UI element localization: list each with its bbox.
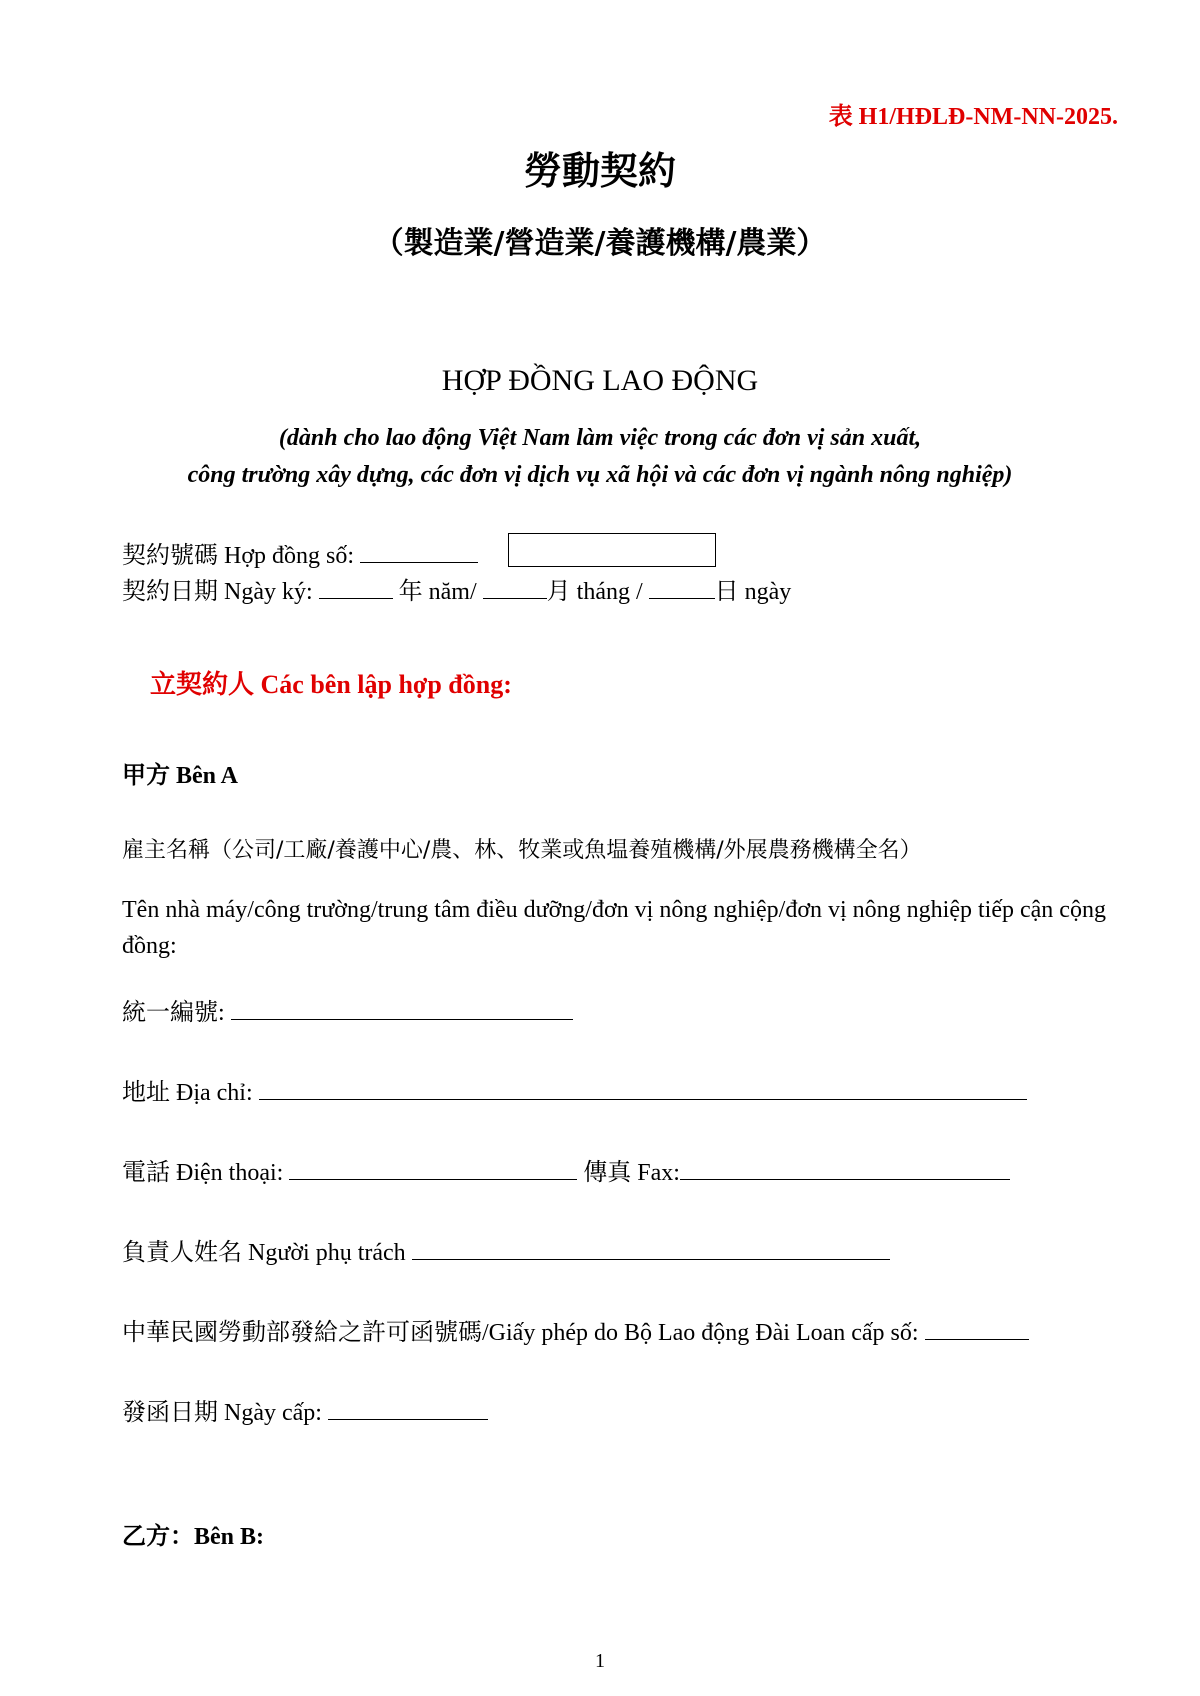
- contract-number-field[interactable]: [360, 544, 478, 563]
- phone-fax-row: [122, 1152, 1010, 1187]
- person-in-charge-row: [122, 1232, 890, 1267]
- page-title-chinese: 勞動契約: [523, 149, 676, 193]
- page-number: 1: [595, 1650, 605, 1672]
- contract-number-label: 契約號碼 Hợp đồng số:: [122, 543, 355, 569]
- employer-name-chinese: 雇主名稱（公司/工廠/養護中心/農、林、牧業或魚塭養殖機構/外展農務機構全名）: [122, 838, 922, 863]
- unified-number-row: [122, 992, 573, 1027]
- issue-date-field[interactable]: [328, 1401, 488, 1420]
- form-code: 表 H1/HĐLĐ-NM-NN-2025.: [828, 104, 1118, 130]
- permit-row: [122, 1312, 1029, 1347]
- address-field[interactable]: [259, 1081, 1027, 1100]
- contract-date-row: [122, 571, 791, 606]
- party-a-heading: 甲方 Bên A: [122, 763, 239, 789]
- parties-heading: 立契約人 Các bên lập hợp đồng:: [150, 670, 512, 699]
- contract-day-label: 日 ngày: [714, 579, 792, 605]
- issue-date-label: 發函日期 Ngày cấp:: [122, 1400, 322, 1426]
- permit-label: 中華民國勞動部發給之許可函號碼/Giấy phép do Bộ Lao động Đài Loan cấp số:: [122, 1320, 919, 1346]
- address-row: [122, 1072, 1027, 1107]
- unified-number-label: 統一編號:: [122, 1000, 225, 1026]
- person-in-charge-label: 負責人姓名 Người phụ trách: [122, 1240, 406, 1266]
- contract-month-label: 月 tháng /: [546, 579, 643, 605]
- contract-number-box[interactable]: [508, 533, 716, 567]
- page-subtitle-vietnamese-line2: công trường xây dựng, các đơn vị dịch vụ xã hội và các đơn vị ngành nông nghiệp): [187, 462, 1013, 488]
- page-title-vietnamese: HỢP ĐỒNG LAO ĐỘNG: [441, 364, 759, 397]
- fax-field[interactable]: [680, 1161, 1010, 1180]
- employer-name-vietnamese: Tên nhà máy/công trường/trung tâm điều dưỡng/đơn vị nông nghiệp/đơn vị nông nghiệp tiếp cận cộng đồng:: [122, 897, 1106, 959]
- phone-field[interactable]: [289, 1161, 577, 1180]
- contract-day-field[interactable]: [649, 580, 715, 599]
- contract-date-label: 契約日期 Ngày ký:: [122, 579, 313, 605]
- page-subtitle-vietnamese-line1: (dành cho lao động Việt Nam làm việc trong các đơn vị sản xuất,: [278, 425, 922, 451]
- page-subtitle-chinese: （製造業/營造業/養護機構/農業）: [373, 226, 827, 261]
- address-label: 地址 Địa chỉ:: [122, 1080, 253, 1106]
- fax-label: 傳真 Fax:: [583, 1160, 680, 1186]
- issue-date-row: [122, 1392, 488, 1427]
- contract-year-field[interactable]: [319, 580, 393, 599]
- contract-number-row: [122, 535, 478, 570]
- unified-number-field[interactable]: [231, 1001, 573, 1020]
- contract-month-field[interactable]: [483, 580, 547, 599]
- contract-year-label: 年 năm/: [398, 579, 477, 605]
- party-b-heading: 乙方：Bên B:: [122, 1524, 265, 1550]
- permit-number-field[interactable]: [925, 1321, 1029, 1340]
- person-in-charge-field[interactable]: [412, 1241, 890, 1260]
- phone-label: 電話 Điện thoại:: [122, 1160, 284, 1186]
